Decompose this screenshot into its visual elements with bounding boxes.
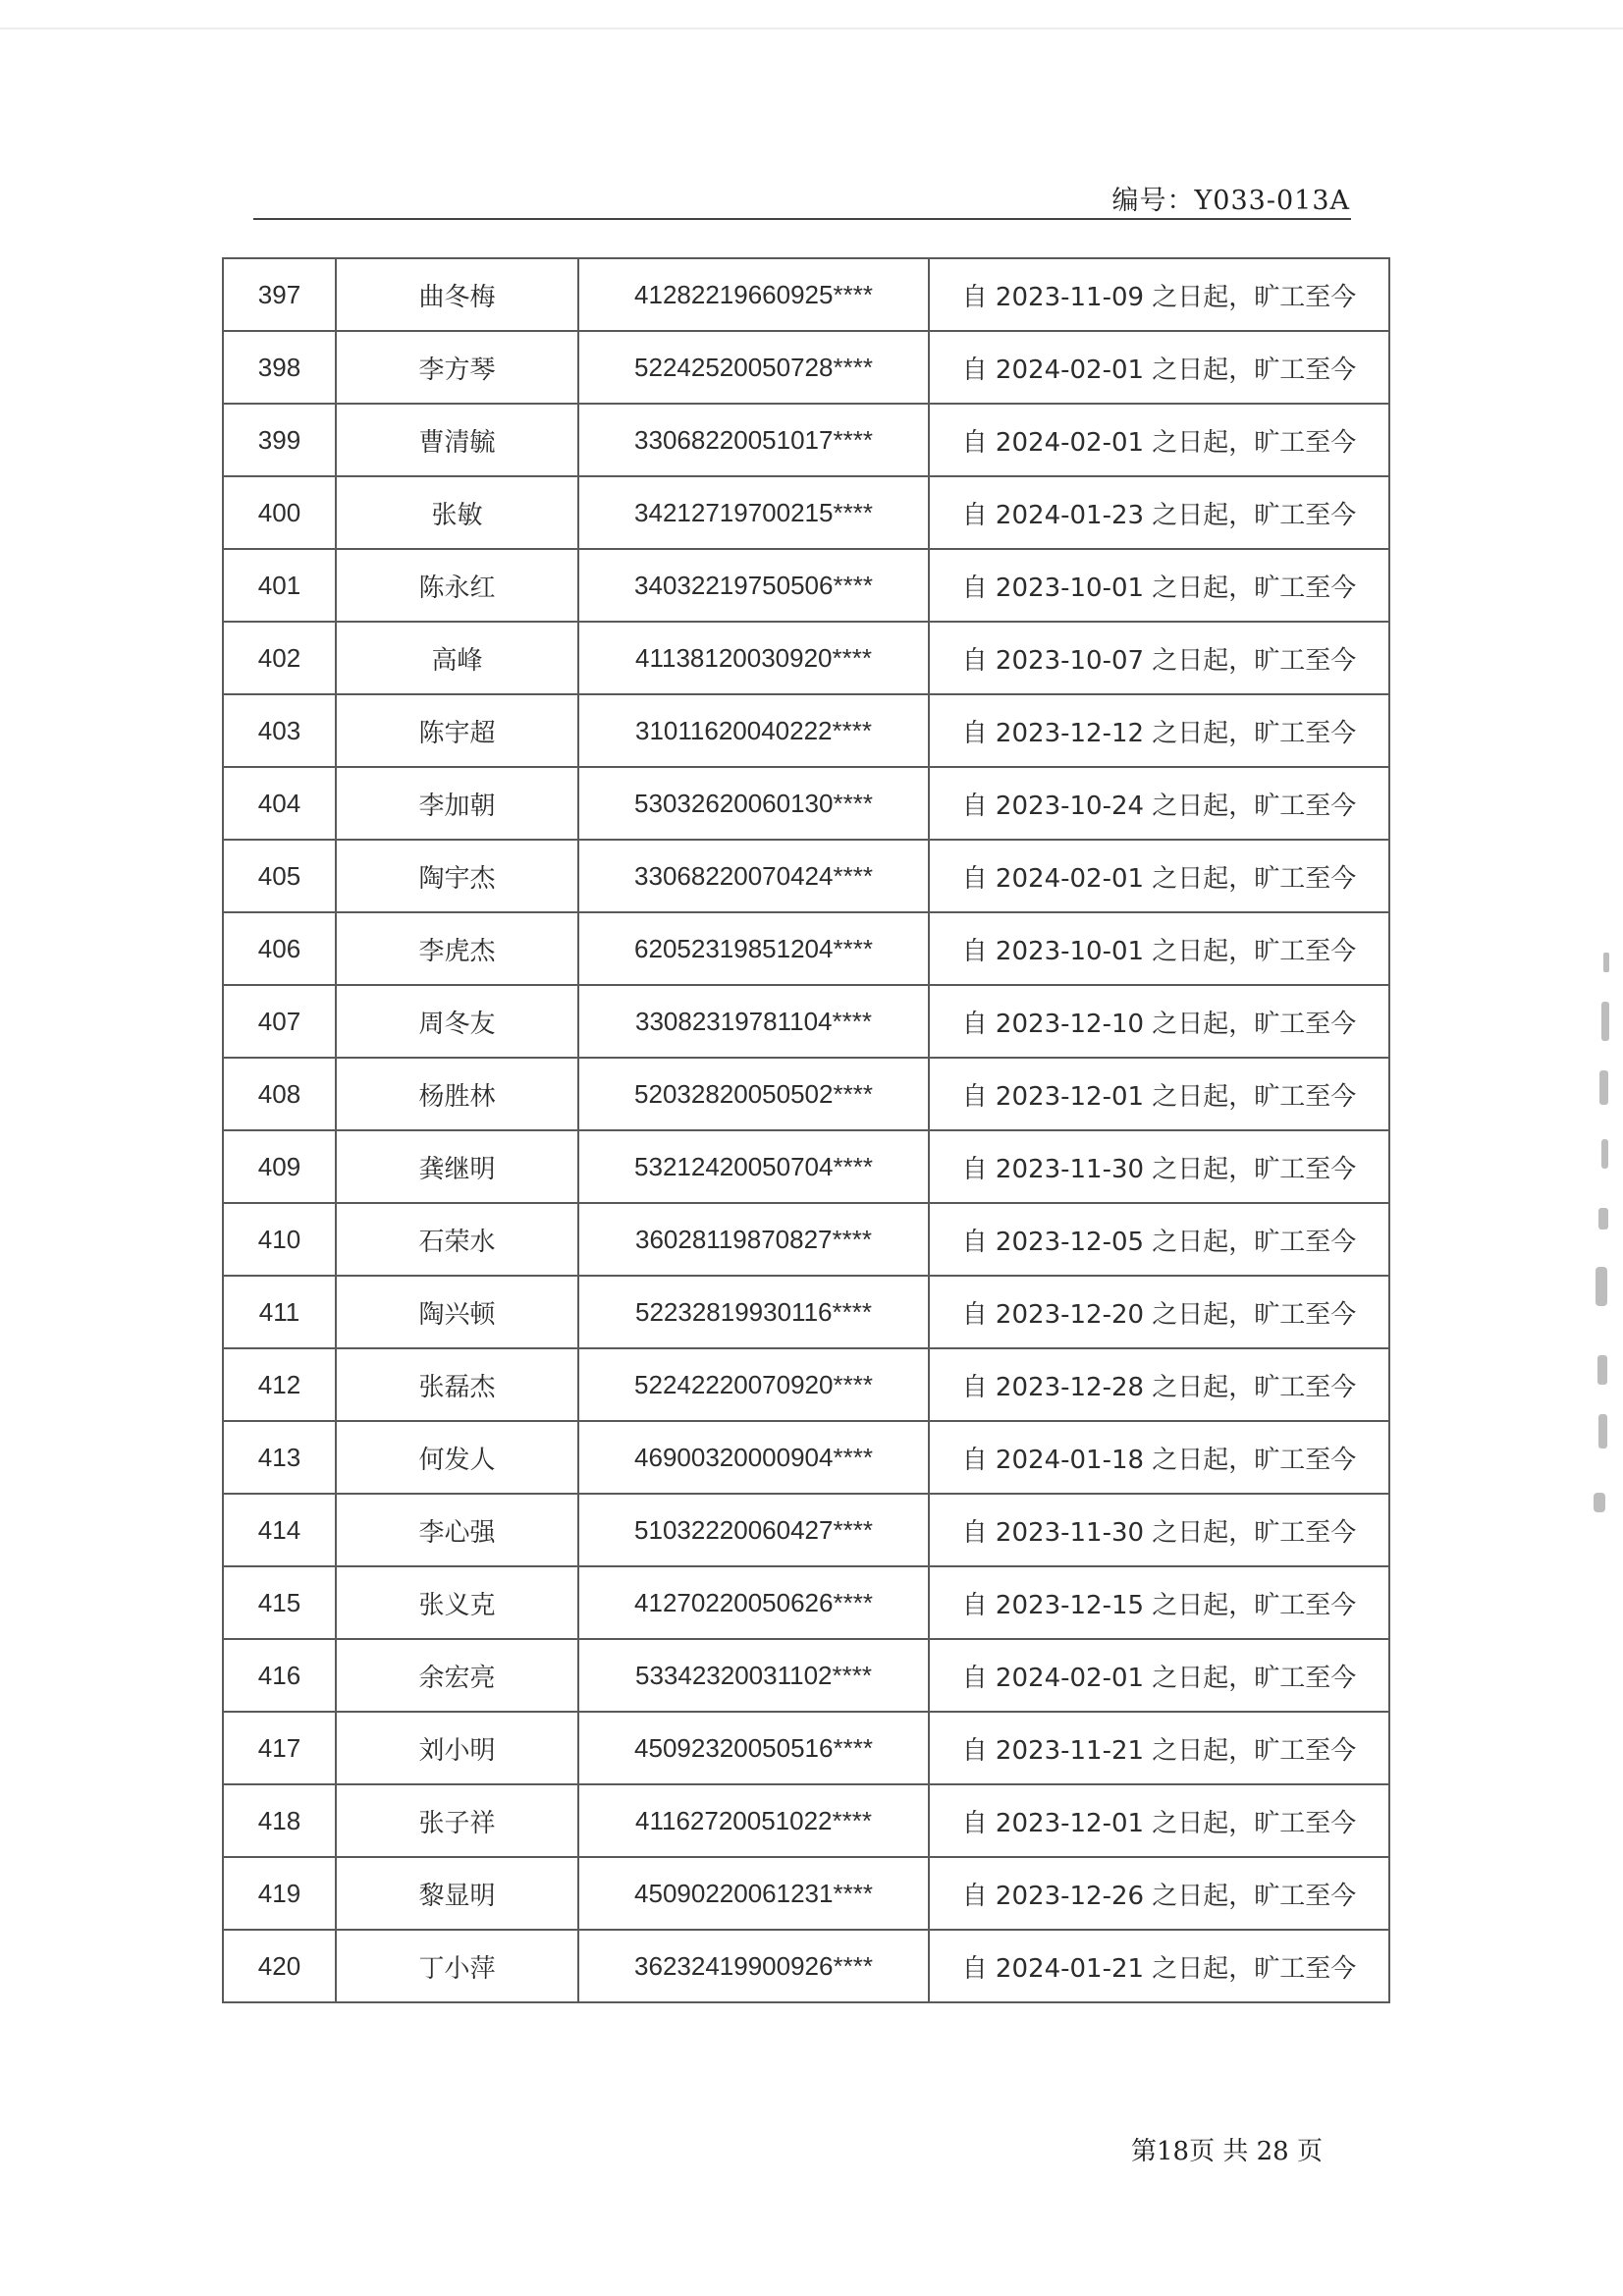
id-number: 45092320050516**** bbox=[578, 1712, 929, 1784]
table-row bbox=[223, 1566, 1389, 1639]
table-row bbox=[223, 1130, 1389, 1203]
id-number: 33068220051017**** bbox=[578, 404, 929, 476]
absence-status: 自 2023-12-10 之日起，旷工至今 bbox=[929, 985, 1389, 1058]
row-number: 406 bbox=[223, 912, 336, 985]
id-number: 36232419900926**** bbox=[578, 1930, 929, 2002]
table-row bbox=[223, 404, 1389, 476]
employee-name: 陶兴顿 bbox=[336, 1276, 578, 1348]
absence-status: 自 2023-12-20 之日起，旷工至今 bbox=[929, 1276, 1389, 1348]
id-number: 33068220070424**** bbox=[578, 840, 929, 912]
employee-name: 龚继明 bbox=[336, 1130, 578, 1203]
row-number: 407 bbox=[223, 985, 336, 1058]
absence-status: 自 2024-01-23 之日起，旷工至今 bbox=[929, 476, 1389, 549]
employee-name: 高峰 bbox=[336, 622, 578, 694]
row-number: 408 bbox=[223, 1058, 336, 1130]
table-row bbox=[223, 1058, 1389, 1130]
id-number: 41270220050626**** bbox=[578, 1566, 929, 1639]
employee-name: 何发人 bbox=[336, 1421, 578, 1494]
absence-status: 自 2024-02-01 之日起，旷工至今 bbox=[929, 331, 1389, 404]
row-number: 409 bbox=[223, 1130, 336, 1203]
id-number: 51032220060427**** bbox=[578, 1494, 929, 1566]
id-number: 31011620040222**** bbox=[578, 694, 929, 767]
row-number: 400 bbox=[223, 476, 336, 549]
absence-status: 自 2024-02-01 之日起，旷工至今 bbox=[929, 404, 1389, 476]
row-number: 399 bbox=[223, 404, 336, 476]
table-row bbox=[223, 985, 1389, 1058]
id-number: 52242220070920**** bbox=[578, 1348, 929, 1421]
absence-status: 自 2024-01-21 之日起，旷工至今 bbox=[929, 1930, 1389, 2002]
employee-name: 李虎杰 bbox=[336, 912, 578, 985]
id-number: 33082319781104**** bbox=[578, 985, 929, 1058]
id-number: 34032219750506**** bbox=[578, 549, 929, 622]
id-number: 52032820050502**** bbox=[578, 1058, 929, 1130]
table-row bbox=[223, 1203, 1389, 1276]
absence-status: 自 2024-01-18 之日起，旷工至今 bbox=[929, 1421, 1389, 1494]
absence-status: 自 2024-02-01 之日起，旷工至今 bbox=[929, 1639, 1389, 1712]
id-number: 53212420050704**** bbox=[578, 1130, 929, 1203]
row-number: 418 bbox=[223, 1784, 336, 1857]
row-number: 412 bbox=[223, 1348, 336, 1421]
employee-name: 张义克 bbox=[336, 1566, 578, 1639]
id-number: 53032620060130**** bbox=[578, 767, 929, 840]
employee-name: 陈宇超 bbox=[336, 694, 578, 767]
employee-name: 李方琴 bbox=[336, 331, 578, 404]
absence-status: 自 2023-12-15 之日起，旷工至今 bbox=[929, 1566, 1389, 1639]
header-rule bbox=[253, 218, 1351, 220]
row-number: 415 bbox=[223, 1566, 336, 1639]
table-row bbox=[223, 476, 1389, 549]
employee-name: 曹清毓 bbox=[336, 404, 578, 476]
employee-name: 周冬友 bbox=[336, 985, 578, 1058]
id-number: 36028119870827**** bbox=[578, 1203, 929, 1276]
absence-status: 自 2023-11-30 之日起，旷工至今 bbox=[929, 1130, 1389, 1203]
table-row bbox=[223, 840, 1389, 912]
id-number: 62052319851204**** bbox=[578, 912, 929, 985]
absence-status: 自 2023-11-09 之日起，旷工至今 bbox=[929, 258, 1389, 331]
document-number: 编号：Y033-013A bbox=[1111, 186, 1350, 216]
absence-status: 自 2023-12-05 之日起，旷工至今 bbox=[929, 1203, 1389, 1276]
absence-status: 自 2024-02-01 之日起，旷工至今 bbox=[929, 840, 1389, 912]
absence-status: 自 2023-10-01 之日起，旷工至今 bbox=[929, 549, 1389, 622]
id-number: 41282219660925**** bbox=[578, 258, 929, 331]
table-row bbox=[223, 1930, 1389, 2002]
absence-status: 自 2023-12-12 之日起，旷工至今 bbox=[929, 694, 1389, 767]
absence-status: 自 2023-10-07 之日起，旷工至今 bbox=[929, 622, 1389, 694]
employee-name: 张子祥 bbox=[336, 1784, 578, 1857]
table-row bbox=[223, 1712, 1389, 1784]
employee-name: 张磊杰 bbox=[336, 1348, 578, 1421]
employee-name: 余宏亮 bbox=[336, 1639, 578, 1712]
id-number: 53342320031102**** bbox=[578, 1639, 929, 1712]
id-number: 46900320000904**** bbox=[578, 1421, 929, 1494]
table-row bbox=[223, 1421, 1389, 1494]
scan-edge-line bbox=[0, 27, 1623, 29]
row-number: 402 bbox=[223, 622, 336, 694]
employee-name: 刘小明 bbox=[336, 1712, 578, 1784]
table-row bbox=[223, 1784, 1389, 1857]
id-number: 34212719700215**** bbox=[578, 476, 929, 549]
employee-name: 杨胜林 bbox=[336, 1058, 578, 1130]
row-number: 416 bbox=[223, 1639, 336, 1712]
row-number: 397 bbox=[223, 258, 336, 331]
employee-name: 张敏 bbox=[336, 476, 578, 549]
table-row bbox=[223, 1348, 1389, 1421]
id-number: 41138120030920**** bbox=[578, 622, 929, 694]
table-row bbox=[223, 767, 1389, 840]
page-number: 第18页 共 28 页 bbox=[1131, 2137, 1323, 2166]
row-number: 420 bbox=[223, 1930, 336, 2002]
id-number: 41162720051022**** bbox=[578, 1784, 929, 1857]
row-number: 410 bbox=[223, 1203, 336, 1276]
row-number: 405 bbox=[223, 840, 336, 912]
row-number: 401 bbox=[223, 549, 336, 622]
id-number: 52232819930116**** bbox=[578, 1276, 929, 1348]
table-row bbox=[223, 258, 1389, 331]
row-number: 419 bbox=[223, 1857, 336, 1930]
absence-status: 自 2023-11-21 之日起，旷工至今 bbox=[929, 1712, 1389, 1784]
row-number: 398 bbox=[223, 331, 336, 404]
absence-status: 自 2023-10-24 之日起，旷工至今 bbox=[929, 767, 1389, 840]
employee-name: 曲冬梅 bbox=[336, 258, 578, 331]
employee-name: 丁小萍 bbox=[336, 1930, 578, 2002]
row-number: 414 bbox=[223, 1494, 336, 1566]
table-row bbox=[223, 549, 1389, 622]
id-number: 45090220061231**** bbox=[578, 1857, 929, 1930]
table-row bbox=[223, 1276, 1389, 1348]
row-number: 413 bbox=[223, 1421, 336, 1494]
employee-name: 黎显明 bbox=[336, 1857, 578, 1930]
absence-status: 自 2023-12-28 之日起，旷工至今 bbox=[929, 1348, 1389, 1421]
row-number: 403 bbox=[223, 694, 336, 767]
employee-name: 李心强 bbox=[336, 1494, 578, 1566]
employee-name: 李加朝 bbox=[336, 767, 578, 840]
table-row bbox=[223, 1494, 1389, 1566]
row-number: 411 bbox=[223, 1276, 336, 1348]
absence-status: 自 2023-12-01 之日起，旷工至今 bbox=[929, 1784, 1389, 1857]
employee-name: 陈永红 bbox=[336, 549, 578, 622]
seal-edge-mark bbox=[1590, 953, 1615, 1542]
absence-status: 自 2023-12-26 之日起，旷工至今 bbox=[929, 1857, 1389, 1930]
table-row bbox=[223, 694, 1389, 767]
row-number: 417 bbox=[223, 1712, 336, 1784]
employee-name: 石荣水 bbox=[336, 1203, 578, 1276]
row-number: 404 bbox=[223, 767, 336, 840]
absence-roster-table bbox=[222, 257, 1390, 2003]
absence-status: 自 2023-11-30 之日起，旷工至今 bbox=[929, 1494, 1389, 1566]
table-row bbox=[223, 622, 1389, 694]
table-row bbox=[223, 1857, 1389, 1930]
employee-name: 陶宇杰 bbox=[336, 840, 578, 912]
table-row bbox=[223, 331, 1389, 404]
absence-status: 自 2023-12-01 之日起，旷工至今 bbox=[929, 1058, 1389, 1130]
table-row bbox=[223, 1639, 1389, 1712]
id-number: 52242520050728**** bbox=[578, 331, 929, 404]
absence-status: 自 2023-10-01 之日起，旷工至今 bbox=[929, 912, 1389, 985]
table-row bbox=[223, 912, 1389, 985]
